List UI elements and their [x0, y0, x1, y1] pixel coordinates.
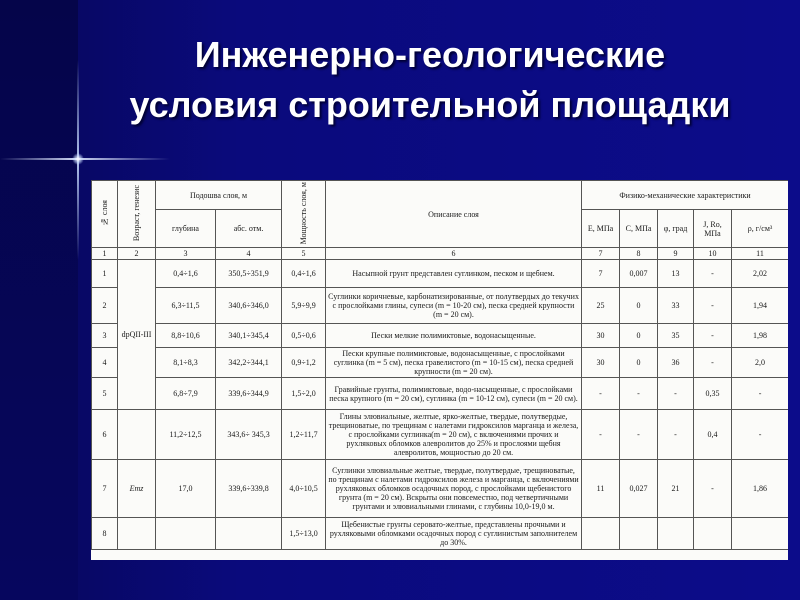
- rho-cell: 1,86: [732, 460, 788, 518]
- col-number: 11: [732, 248, 788, 260]
- jr-cell: [694, 518, 732, 550]
- phi-cell: 33: [658, 288, 694, 324]
- phi-cell: [658, 518, 694, 550]
- e-cell: -: [582, 410, 620, 460]
- description-cell: Суглинки коричневые, карбонатизированные, от полутвердых до текучих с прослойками глины, супеси (m = 10-20 см), песка средней крупности (m = 20 см).: [326, 288, 582, 324]
- description-cell: Насыпной грунт представлен суглинком, песком и щебнем.: [326, 260, 582, 288]
- header-abs: абс. отм.: [216, 210, 282, 248]
- scanned-table-document: [91, 180, 788, 560]
- description-cell: Гравийные грунты, полимиктовые, водо-насыщенные, с прослойками песка крупного (m = 20 см), суглинка (m = 10-12 см), супеси (m = 20 см).: [326, 378, 582, 410]
- e-cell: -: [582, 378, 620, 410]
- col-number: 1: [92, 248, 118, 260]
- c-cell: 0,007: [620, 260, 658, 288]
- jr-cell: 0,35: [694, 378, 732, 410]
- header-layer-no: № слоя: [92, 181, 118, 248]
- e-cell: 11: [582, 460, 620, 518]
- thickness-cell: 1,2÷11,7: [282, 410, 326, 460]
- c-cell: -: [620, 378, 658, 410]
- geology-table: [91, 180, 788, 550]
- header-age: Возраст, генезис: [118, 181, 156, 248]
- depth-cell: 0,4÷1,6: [156, 260, 216, 288]
- description-cell: Пески мелкие полимиктовые, водонасыщенные.: [326, 324, 582, 348]
- abs-cell: 350,5÷351,9: [216, 260, 282, 288]
- c-cell: 0: [620, 288, 658, 324]
- description-cell: Суглинки элювиальные желтые, твердые, полутвердые, трещиноватые, по трещинам с налетами гидроксилов железа и марганца, с включениями рухляковых обломков осадочных пород, с прослойками щебенистого грунта (m = 20 см). Вскрыты они повсеместно, под четвертичными грунтами и элювиальными глинами, с глубины 10,0-19,0 м.: [326, 460, 582, 518]
- age-cell: dpQII-III: [118, 260, 156, 410]
- column-number-row: [92, 248, 789, 260]
- age-cell: Emz: [118, 460, 156, 518]
- phi-cell: 13: [658, 260, 694, 288]
- jr-cell: -: [694, 288, 732, 324]
- layer-number: 1: [92, 260, 118, 288]
- jr-cell: -: [694, 460, 732, 518]
- description-cell: Глины элювиальные, желтые, ярко-желтые, твердые, полутвердые, трещиноватые, по трещинам с налетами гидроксилов марганца и железа, с прослойками суглинка(m = 20 см), с включениями прочих и рухляковых обломков алевролитов до 25% и прослоями щебня алевролитов, мощностью до 20 см.: [326, 410, 582, 460]
- table-row: [92, 518, 789, 550]
- phi-cell: 36: [658, 348, 694, 378]
- header-e: E, МПа: [582, 210, 620, 248]
- layer-number: 8: [92, 518, 118, 550]
- thickness-cell: 1,5÷13,0: [282, 518, 326, 550]
- rho-cell: -: [732, 378, 788, 410]
- c-cell: 0,027: [620, 460, 658, 518]
- rho-cell: 1,98: [732, 324, 788, 348]
- header-phys-mech: Физико-механические характеристики: [582, 181, 788, 210]
- c-cell: 0: [620, 324, 658, 348]
- col-number: 8: [620, 248, 658, 260]
- thickness-cell: 0,9÷1,2: [282, 348, 326, 378]
- depth-cell: 17,0: [156, 460, 216, 518]
- phi-cell: -: [658, 410, 694, 460]
- table-row: [92, 348, 789, 378]
- header-c: C, МПа: [620, 210, 658, 248]
- table-row: [92, 460, 789, 518]
- phi-cell: -: [658, 378, 694, 410]
- phi-cell: 21: [658, 460, 694, 518]
- col-number: 4: [216, 248, 282, 260]
- title-line-2: условия строительной площадки: [129, 84, 731, 125]
- jr-cell: -: [694, 260, 732, 288]
- depth-cell: [156, 518, 216, 550]
- layer-number: 2: [92, 288, 118, 324]
- c-cell: [620, 518, 658, 550]
- header-thickness: Мощность слоя, м: [282, 181, 326, 248]
- abs-cell: 339,6÷344,9: [216, 378, 282, 410]
- jr-cell: -: [694, 324, 732, 348]
- c-cell: -: [620, 410, 658, 460]
- abs-cell: 339,6÷339,8: [216, 460, 282, 518]
- col-number: 9: [658, 248, 694, 260]
- col-number: 3: [156, 248, 216, 260]
- layer-number: 7: [92, 460, 118, 518]
- rho-cell: [732, 518, 788, 550]
- e-cell: 30: [582, 324, 620, 348]
- header-depth: глубина: [156, 210, 216, 248]
- header-jr: J, Ro, МПа: [694, 210, 732, 248]
- depth-cell: 8,8÷10,6: [156, 324, 216, 348]
- rho-cell: -: [732, 410, 788, 460]
- abs-cell: 340,1÷345,4: [216, 324, 282, 348]
- col-number: 6: [326, 248, 582, 260]
- e-cell: 7: [582, 260, 620, 288]
- sparkle-star-icon: [72, 153, 84, 165]
- depth-cell: 11,2÷12,5: [156, 410, 216, 460]
- header-base: Подошва слоя, м: [156, 181, 282, 210]
- thickness-cell: 0,4÷1,6: [282, 260, 326, 288]
- rho-cell: 2,02: [732, 260, 788, 288]
- header-rho: ρ, г/см³: [732, 210, 788, 248]
- thickness-cell: 5,9÷9,9: [282, 288, 326, 324]
- thickness-cell: 1,5÷2,0: [282, 378, 326, 410]
- header-phi: φ, град: [658, 210, 694, 248]
- jr-cell: -: [694, 348, 732, 378]
- age-cell: [118, 410, 156, 460]
- rho-cell: 1,94: [732, 288, 788, 324]
- rho-cell: 2,0: [732, 348, 788, 378]
- title-line-1: Инженерно-геологические: [194, 34, 666, 75]
- layer-number: 6: [92, 410, 118, 460]
- table-row: [92, 410, 789, 460]
- phi-cell: 35: [658, 324, 694, 348]
- table-row: [92, 288, 789, 324]
- c-cell: 0: [620, 348, 658, 378]
- depth-cell: 6,3÷11,5: [156, 288, 216, 324]
- sparkle-horizontal-ray: [0, 158, 170, 160]
- layer-number: 5: [92, 378, 118, 410]
- col-number: 7: [582, 248, 620, 260]
- abs-cell: 342,2÷344,1: [216, 348, 282, 378]
- description-cell: Щебенистые грунты серовато-желтые, представлены прочными и рухляковыми обломками осадочных пород с суглинистым заполнителем до 30%.: [326, 518, 582, 550]
- layer-number: 4: [92, 348, 118, 378]
- layer-number: 3: [92, 324, 118, 348]
- col-number: 2: [118, 248, 156, 260]
- table-row: [92, 260, 789, 288]
- thickness-cell: 4,0÷10,5: [282, 460, 326, 518]
- header-description: Описание слоя: [326, 181, 582, 248]
- table-row: [92, 378, 789, 410]
- depth-cell: 6,8÷7,9: [156, 378, 216, 410]
- thickness-cell: 0,5÷0,6: [282, 324, 326, 348]
- slide-title: [60, 30, 800, 130]
- age-cell: [118, 518, 156, 550]
- table-row: [92, 324, 789, 348]
- col-number: 5: [282, 248, 326, 260]
- e-cell: [582, 518, 620, 550]
- abs-cell: 340,6÷346,0: [216, 288, 282, 324]
- e-cell: 25: [582, 288, 620, 324]
- description-cell: Пески крупные полимиктовые, водонасыщенные, с прослойками суглинка (m = 5 см), песка гравелистого (m = 10-15 см), песка средней крупности (m = 20 см).: [326, 348, 582, 378]
- abs-cell: [216, 518, 282, 550]
- col-number: 10: [694, 248, 732, 260]
- jr-cell: 0,4: [694, 410, 732, 460]
- depth-cell: 8,1÷8,3: [156, 348, 216, 378]
- abs-cell: 343,6÷ 345,3: [216, 410, 282, 460]
- e-cell: 30: [582, 348, 620, 378]
